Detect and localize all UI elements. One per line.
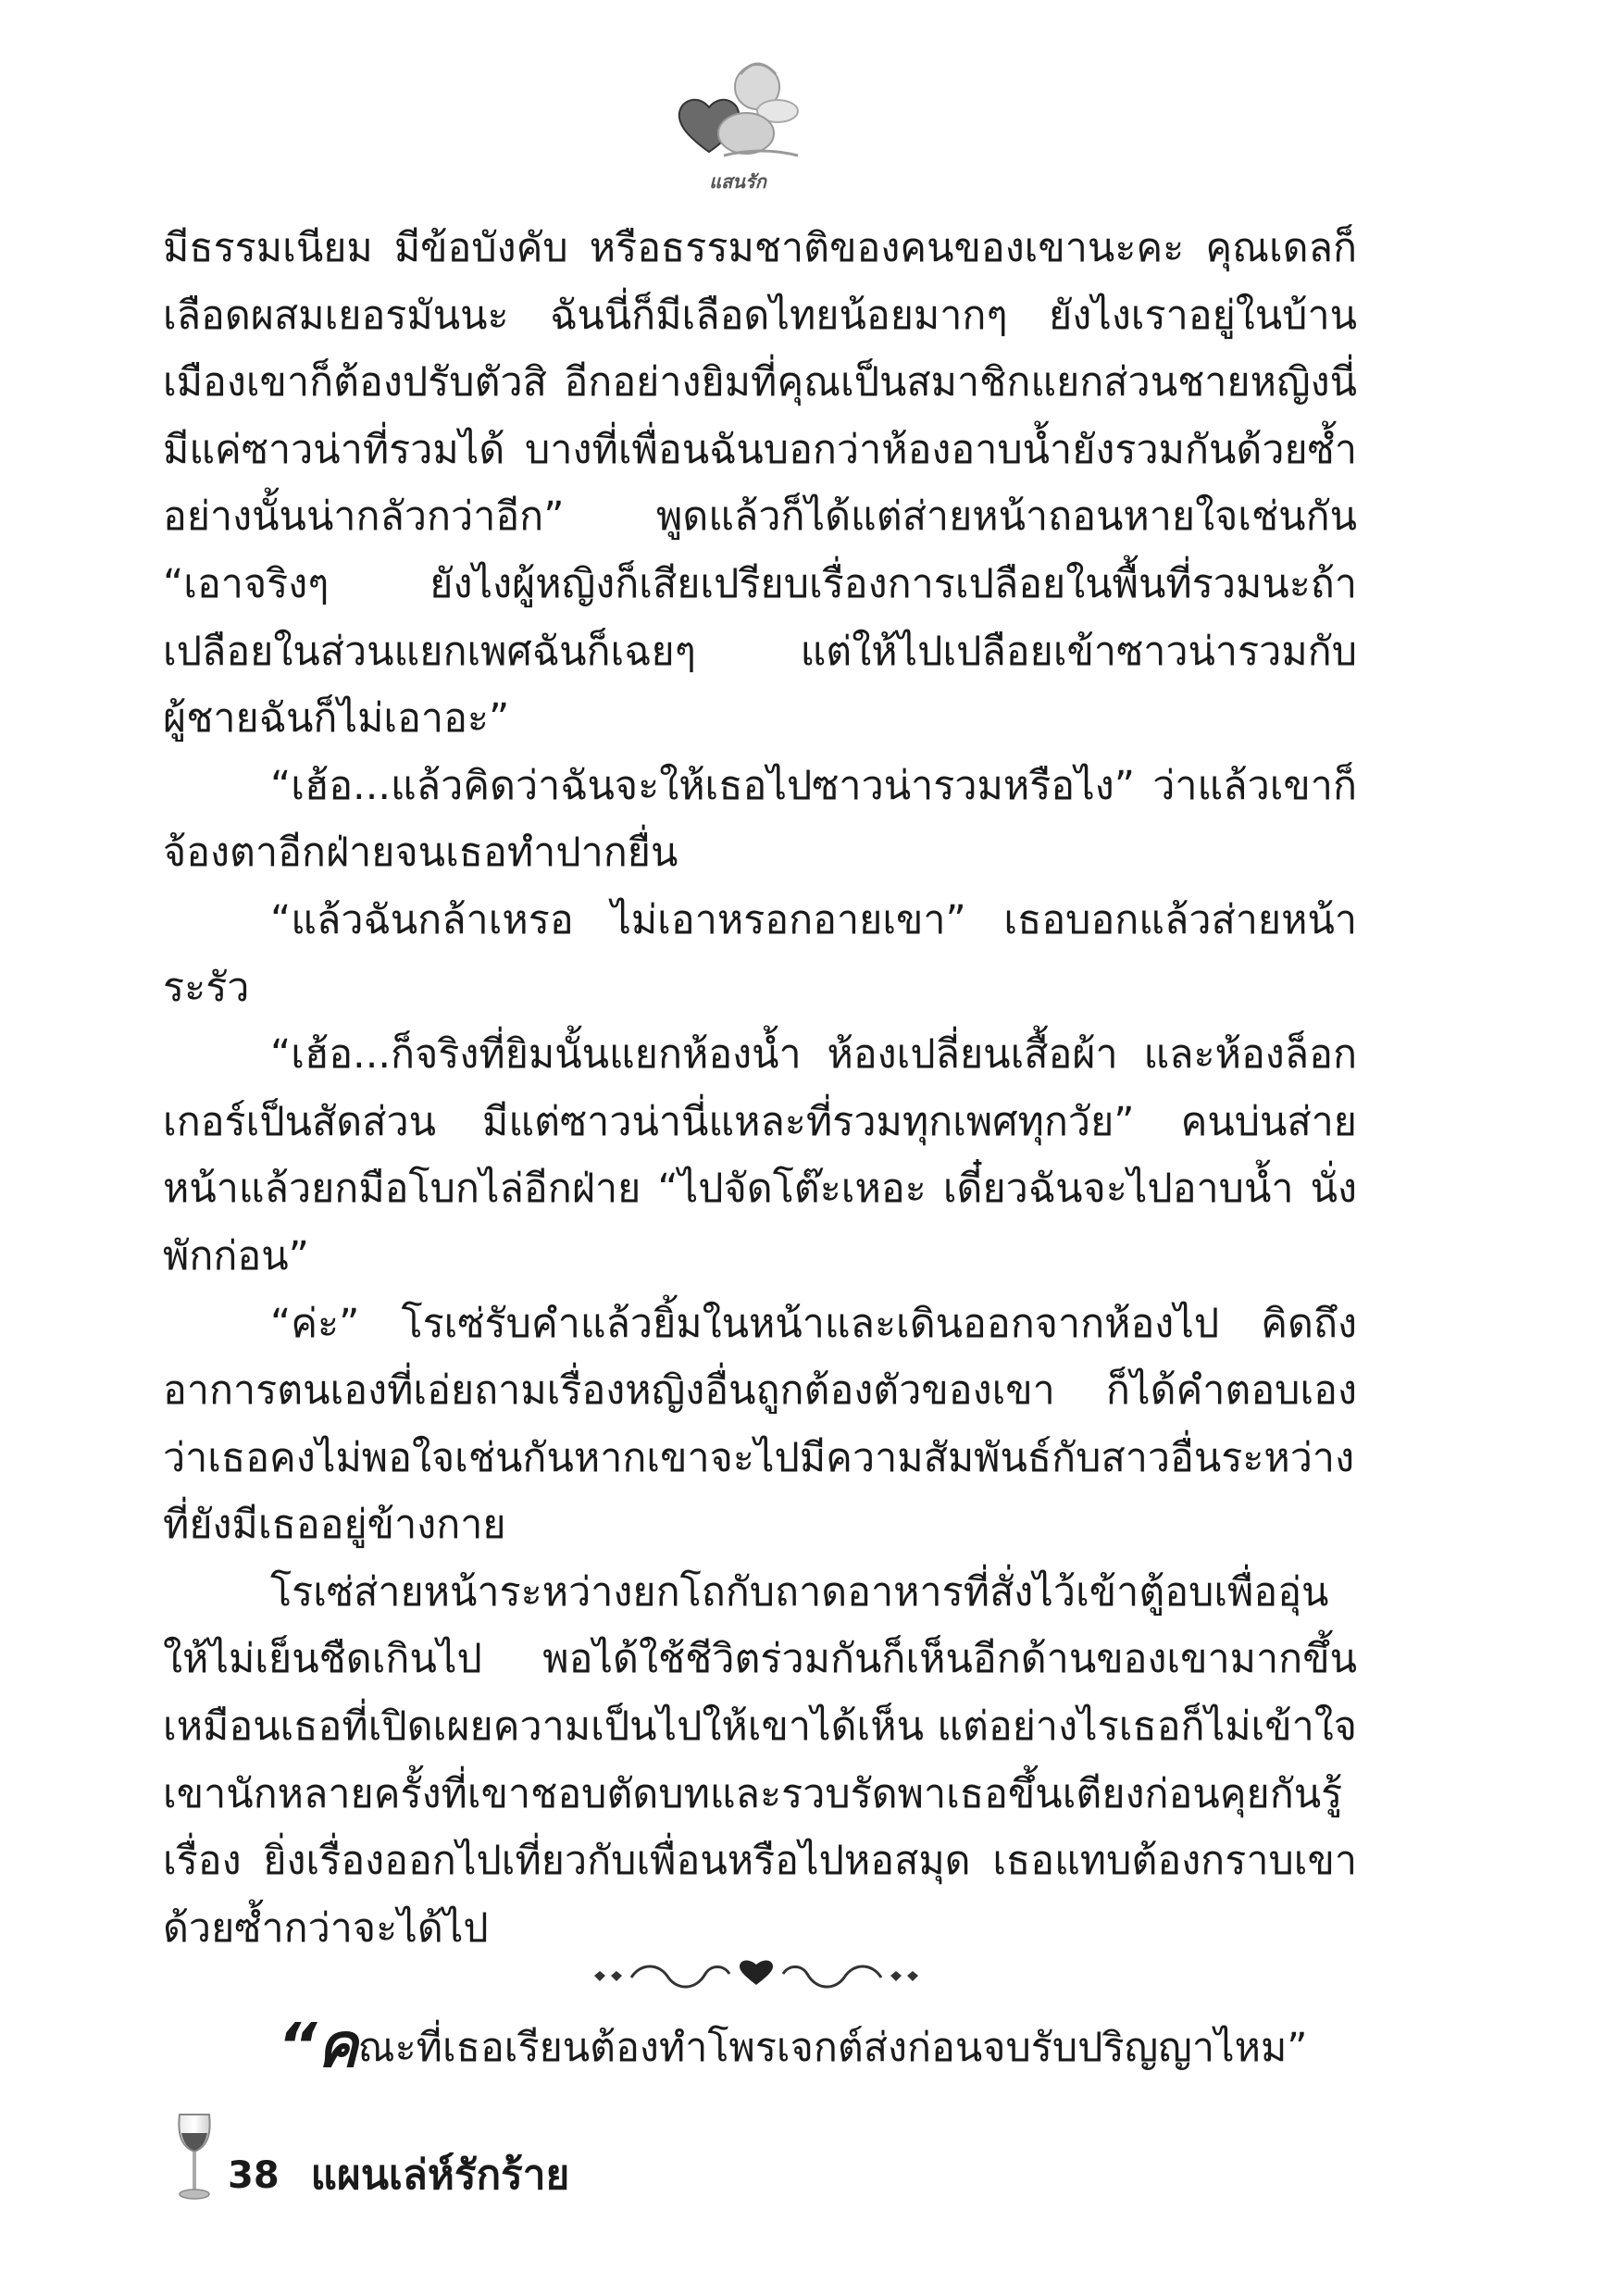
body-text <box>163 215 1357 1962</box>
publisher-logo <box>668 52 807 191</box>
page-number: 38 <box>228 2154 280 2197</box>
paragraph: “เฮ้อ...แล้วคิดว่าฉันจะให้เธอไปซาวน่ารวมหรือไง” ว่าแล้วเขาก็จ้องตาอีกฝ่ายจนเธอทำปากยื่น <box>163 762 1357 877</box>
paragraph: มีธรรมเนียม มีข้อบังคับ หรือธรรมชาติของคนของเขานะคะ คุณเดลก็เลือดผสมเยอรมันนะ ฉันนี่ก็มีเลือดไทยน้อยมากๆ ยังไงเราอยู่ในบ้านเมืองเขาก็ต้องปรับตัวสิ อีกอย่างยิมที่คุณเป็นสมาชิกแยกส่วนชายหญิงนี่ มีแค่ซาวน่าที่รวมได้ บางที่เพื่อนฉันบอกว่าห้องอาบน้ำยังรวมกันด้วยซ้ำ อย่างนั้นน่ากลัวกว่าอีก” พูดแล้วก็ได้แต่ส่ายหน้าถอนหายใจเช่นกัน “เอาจริงๆ ยังไงผู้หญิงก็เสียเปรียบเรื่องการเปลือยในพื้นที่รวมนะถ้าเปลือยในส่วนแยกเพศฉันก็เฉยๆ แต่ให้ไปเปลือยเข้าซาวน่ารวมกับผู้ชายฉันก็ไม่เอาอะ” <box>163 225 1357 742</box>
book-title: แผนเล่ห์รักร้าย <box>310 2152 570 2199</box>
hearts-flourish-divider-icon <box>585 1957 927 1994</box>
cupid-with-heart-icon <box>668 52 807 172</box>
wine-glass-icon <box>172 2111 217 2203</box>
closing-line <box>278 2009 1357 2085</box>
logo-text: แสนรัก <box>709 170 766 193</box>
drop-cap: “ค <box>278 2010 358 2081</box>
paragraph: “ค่ะ” โรเซ่รับคำแล้วยิ้มในหน้าและเดินออกจากห้องไป คิดถึงอาการตนเองที่เอ่ยถามเรื่องหญิงอื่นถูกต้องตัวของเขา ก็ได้คำตอบเองว่าเธอคงไม่พอใจเช่นกันหากเขาจะไปมีความสัมพันธ์กับสาวอื่นระหว่างที่ยังมีเธออยู่ข้างกาย <box>163 1300 1357 1549</box>
paragraph: “เฮ้อ...ก็จริงที่ยิมนั้นแยกห้องน้ำ ห้องเปลี่ยนเสื้อผ้า และห้องล็อกเกอร์เป็นสัดส่วน มีแต่ซาวน่านี่แหละที่รวมทุกเพศทุกวัย” คนบ่นส่ายหน้าแล้วยกมือโบกไล่อีกฝ่าย “ไปจัดโต๊ะเหอะ เดี๋ยวฉันจะไปอาบน้ำ นั่งพักก่อน” <box>163 1031 1357 1279</box>
paragraph: โรเซ่ส่ายหน้าระหว่างยกโถกับถาดอาหารที่สั่งไว้เข้าตู้อบเพื่ออุ่นให้ไม่เย็นชืดเกินไป พอได้ใช้ชีวิตร่วมกันก็เห็นอีกด้านของเขามากขึ้น เหมือนเธอที่เปิดเผยความเป็นไปให้เขาได้เห็น แต่อย่างไรเธอก็ไม่เข้าใจเขานักหลายครั้งที่เขาชอบตัดบทและรวบรัดพาเธอขึ้นเตียงก่อนคุยกันรู้เรื่อง ยิ่งเรื่องออกไปเที่ยวกับเพื่อนหรือไปหอสมุด เธอแทบต้องกราบเขาด้วยซ้ำกว่าจะได้ไป <box>163 1568 1357 1952</box>
paragraph: “แล้วฉันกล้าเหรอ ไม่เอาหรอกอายเขา” เธอบอกแล้วส่ายหน้าระรัว <box>163 896 1357 1011</box>
page-footer <box>172 2111 569 2203</box>
closing-text: ณะที่เธอเรียนต้องทำโพรเจกต์ส่งก่อนจบรับปริญญาไหม” <box>357 2025 1308 2071</box>
